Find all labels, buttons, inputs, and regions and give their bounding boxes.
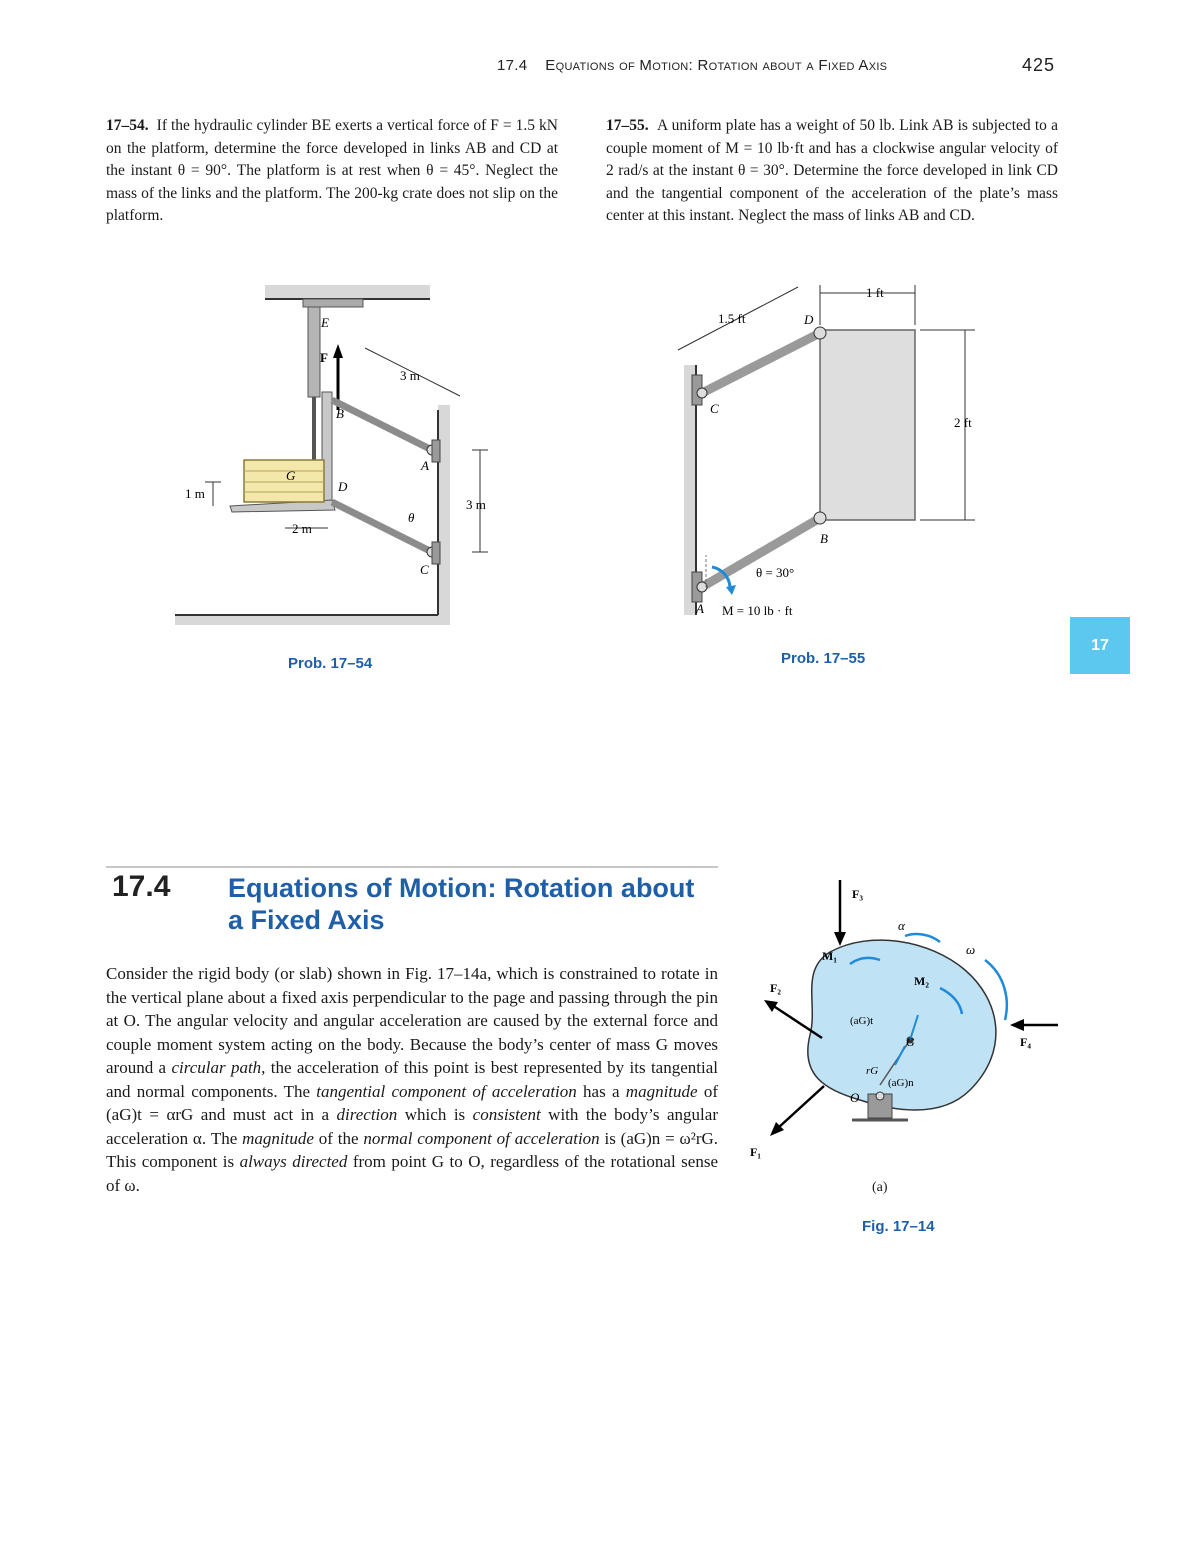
- figure-17-14: [740, 860, 1070, 1180]
- pin-D: [814, 327, 826, 339]
- force-F3-arrowhead: [834, 932, 846, 946]
- label-aGt: (aG)t: [850, 1015, 874, 1027]
- caption-17-14: Fig. 17–14: [862, 1218, 935, 1235]
- label-3m-side: 3 m: [466, 497, 486, 512]
- hydraulic-cylinder: [308, 307, 320, 397]
- section-title: Equations of Motion: Rotation about a Fixed Axis: [228, 873, 695, 935]
- label-F3: F₃: [852, 887, 863, 901]
- body-text-run: , the acceleration of this point is best represented by its tangential and normal components. The: [106, 1058, 718, 1101]
- label-A: A: [421, 458, 429, 473]
- force-F4-arrowhead: [1010, 1019, 1024, 1031]
- label-1ft: 1 ft: [866, 285, 884, 300]
- label-alpha: α: [898, 918, 905, 933]
- pin-C: [697, 388, 707, 398]
- label-rG: rG: [866, 1065, 879, 1077]
- label-F2: F₂: [770, 981, 781, 995]
- label-omega: ω: [966, 942, 976, 957]
- running-head: [497, 57, 887, 74]
- body-emphasis: magnitude: [625, 1081, 698, 1101]
- link-CD: [702, 333, 820, 393]
- section-number: 17.4: [112, 870, 171, 903]
- label-O: O: [850, 1090, 860, 1105]
- label-D: D: [338, 479, 348, 494]
- label-F1: F₁: [750, 1145, 761, 1159]
- link-CD: [332, 502, 432, 552]
- label-1m: 1 m: [185, 486, 205, 501]
- wall-hatch: [438, 405, 450, 625]
- figure-17-55: [670, 275, 1000, 635]
- label-F4: F₄: [1020, 1035, 1031, 1049]
- label-G: G: [286, 468, 296, 483]
- problem-17-54-statement: If the hydraulic cylinder BE exerts a vertical force of F = 1.5 kN on the platform, determine the force developed in links AB and CD at the instant θ = 90°. The platform is at rest when θ = 45°. Neglect the mass of the links and the platform. The 200-kg crate does not slip on the platform.: [106, 117, 558, 224]
- ceiling-hatch: [265, 285, 430, 299]
- blank-region: [0, 1305, 1200, 1553]
- label-2m: 2 m: [292, 521, 312, 536]
- support-A: [432, 440, 440, 462]
- label-C: C: [420, 562, 429, 577]
- body-emphasis: direction: [336, 1105, 398, 1124]
- label-3m-top: 3 m: [400, 368, 420, 383]
- body-text-run: which is: [397, 1105, 473, 1124]
- body-text-run: is (aG)n = ω²rG. This component is: [106, 1128, 719, 1171]
- body-text-run: has a: [576, 1081, 626, 1101]
- label-theta-30: θ = 30°: [756, 565, 795, 580]
- pin-B: [814, 512, 826, 524]
- label-M1: M₁: [822, 949, 837, 963]
- body-emphasis: always directed: [239, 1152, 348, 1171]
- link-AB: [332, 400, 432, 450]
- problem-17-55-text: [606, 115, 1058, 228]
- label-C: C: [710, 401, 719, 416]
- support-C: [432, 542, 440, 564]
- problem-17-54-text: [106, 115, 558, 228]
- pin-O: [876, 1092, 884, 1100]
- label-F: F: [320, 350, 328, 365]
- body-text-run: of the: [313, 1128, 364, 1148]
- page-number: 425: [1022, 55, 1056, 75]
- problem-17-55-statement: A uniform plate has a weight of 50 lb. Link AB is subjected to a couple moment of M = 10 lb·ft and has a clockwise angular velocity of 2 rad/s at the instant θ = 30°. Determine the force developed in link CD and the tangential component of the acceleration of the plate’s mass center at this instant. Neglect the mass of links AB and CD.: [606, 117, 1059, 224]
- uniform-plate: [820, 330, 915, 520]
- label-E: E: [321, 315, 329, 330]
- label-B: B: [336, 406, 344, 421]
- chapter-tab: 17: [1070, 617, 1130, 674]
- label-M2: M₂: [914, 974, 929, 988]
- body-text-run: from point G to O, regardless of the rotational sense of ω.: [106, 1152, 719, 1195]
- caption-17-54: Prob. 17–54: [288, 655, 373, 672]
- caption-17-55: Prob. 17–55: [781, 650, 866, 667]
- body-text-run: of (aG)t = αrG and must act in a: [106, 1081, 719, 1124]
- problem-17-55-number: 17–55.: [606, 117, 649, 134]
- label-G: G: [906, 1035, 915, 1049]
- body-emphasis: magnitude: [242, 1128, 314, 1148]
- label-aGn: (aG)n: [888, 1077, 914, 1089]
- body-emphasis: consistent: [472, 1105, 541, 1124]
- body-text-run: with the body’s angular acceleration α. The: [106, 1105, 718, 1148]
- label-2ft: 2 ft: [954, 415, 972, 430]
- body-emphasis: normal component of acceleration: [363, 1128, 600, 1148]
- section-rule: [106, 866, 718, 868]
- body-emphasis: circular path: [171, 1058, 262, 1077]
- section-body: [106, 962, 718, 1197]
- figure-17-54: [170, 270, 570, 630]
- alpha-arrow: [905, 934, 940, 942]
- running-head-title: Equations of Motion: Rotation about a Fixed Axis: [545, 57, 888, 74]
- force-F2-arrowhead: [764, 1000, 778, 1012]
- body-emphasis: tangential component of acceleration: [316, 1081, 577, 1101]
- label-M: M = 10 lb · ft: [722, 603, 793, 618]
- body-text-run: Consider the rigid body (or slab) shown in Fig. 17–14a, which is constrained to rotate in the vertical plane about a fixed axis perpendicular to the page and passing through the pin at O. The angular velocity and angular acceleration are caused by the external force and couple moment system acting on the body. Because the body’s center of mass G moves around a: [106, 964, 718, 1077]
- ground-hatch: [175, 615, 450, 625]
- couple-moment-arrowhead: [726, 585, 736, 595]
- label-1.5ft: 1.5 ft: [718, 311, 746, 326]
- force-F-arrowhead: [333, 344, 343, 358]
- label-B: B: [820, 531, 828, 546]
- ceiling-bracket: [303, 299, 363, 307]
- problem-17-54-number: 17–54.: [106, 117, 149, 134]
- crate: [244, 460, 324, 502]
- figure-subcaption: (a): [872, 1180, 888, 1195]
- label-A: A: [696, 601, 704, 616]
- label-D: D: [804, 312, 814, 327]
- running-head-section: 17.4: [497, 57, 528, 74]
- force-F1-arrow: [778, 1086, 824, 1128]
- label-theta: θ: [408, 510, 415, 525]
